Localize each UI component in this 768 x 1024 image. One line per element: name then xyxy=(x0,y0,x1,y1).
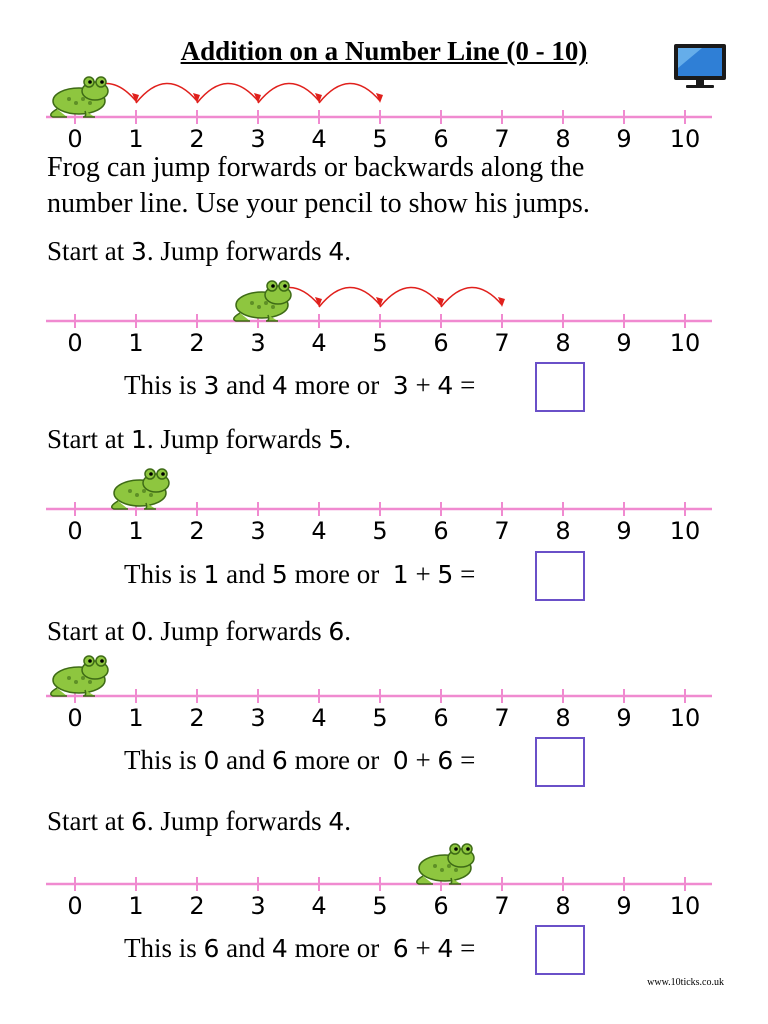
tick-label: 2 xyxy=(189,329,205,357)
footer-url[interactable]: www.10ticks.co.uk xyxy=(647,977,724,988)
start-value: 3 xyxy=(130,237,147,266)
tick-label: 2 xyxy=(189,125,205,153)
answer-box-3[interactable] xyxy=(535,737,585,787)
tick-label: 0 xyxy=(67,704,83,732)
tick-label: 5 xyxy=(372,329,388,357)
tick-label: 10 xyxy=(669,517,701,545)
frog-icon xyxy=(234,281,291,321)
tick-label: 3 xyxy=(250,125,266,153)
tick-label: 4 xyxy=(311,892,327,920)
tick-label: 4 xyxy=(311,517,327,545)
tick-label: 3 xyxy=(250,517,266,545)
answer-box-4[interactable] xyxy=(535,925,585,975)
tick-label: 10 xyxy=(669,329,701,357)
tick-label: 3 xyxy=(250,329,266,357)
tick-label: 7 xyxy=(494,892,510,920)
tick-label: 0 xyxy=(67,329,83,357)
jump-arc xyxy=(136,83,197,103)
frog-icon xyxy=(51,77,108,117)
tick-label: 2 xyxy=(189,517,205,545)
tick-label: 8 xyxy=(555,125,571,153)
tick-label: 9 xyxy=(616,517,632,545)
tick-label: 6 xyxy=(433,329,449,357)
tick-label: 8 xyxy=(555,704,571,732)
tick-label: 3 xyxy=(250,704,266,732)
question-4-prompt: Start at 6. Jump forwards 4. xyxy=(47,806,352,836)
tick-label: 6 xyxy=(433,892,449,920)
answer-box-2[interactable] xyxy=(535,551,585,601)
jump-arc xyxy=(380,287,441,307)
tick-label: 6 xyxy=(433,125,449,153)
tick-label: 5 xyxy=(372,892,388,920)
tick-label: 3 xyxy=(250,892,266,920)
tick-label: 0 xyxy=(67,517,83,545)
tick-label: 7 xyxy=(494,704,510,732)
tick-label: 2 xyxy=(189,892,205,920)
frog-icon xyxy=(51,656,108,696)
tick-label: 7 xyxy=(494,329,510,357)
tick-label: 8 xyxy=(555,892,571,920)
tick-label: 0 xyxy=(67,125,83,153)
tick-label: 1 xyxy=(128,517,144,545)
tick-label: 6 xyxy=(433,517,449,545)
tick-label: 5 xyxy=(372,125,388,153)
tick-label: 0 xyxy=(67,892,83,920)
tick-label: 1 xyxy=(128,892,144,920)
tick-label: 6 xyxy=(433,704,449,732)
tick-label: 4 xyxy=(311,125,327,153)
tick-label: 2 xyxy=(189,704,205,732)
tick-label: 1 xyxy=(128,704,144,732)
tick-label: 9 xyxy=(616,329,632,357)
tick-label: 10 xyxy=(669,704,701,732)
tick-label: 5 xyxy=(372,704,388,732)
tick-label: 9 xyxy=(616,125,632,153)
tick-label: 1 xyxy=(128,125,144,153)
instructions xyxy=(47,150,727,222)
question-2-prompt: Start at 1. Jump forwards 5. xyxy=(47,424,352,454)
tick-label: 9 xyxy=(616,704,632,732)
tick-label: 7 xyxy=(494,125,510,153)
tick-label: 7 xyxy=(494,517,510,545)
jump-arc xyxy=(319,83,380,103)
tick-label: 8 xyxy=(555,517,571,545)
tick-label: 1 xyxy=(128,329,144,357)
tick-label: 4 xyxy=(311,329,327,357)
question-3-prompt: Start at 0. Jump forwards 6. xyxy=(47,616,352,646)
tick-label: 10 xyxy=(669,125,701,153)
tick-label: 5 xyxy=(372,517,388,545)
question-1-prompt: Start at 3. Jump forwards 4. xyxy=(47,236,352,266)
jump-arc xyxy=(258,83,319,103)
jump-arc xyxy=(197,83,258,103)
tick-label: 9 xyxy=(616,892,632,920)
instructions-line-2: number line. Use your pencil to show his jumps. xyxy=(47,188,590,219)
tick-label: 10 xyxy=(669,892,701,920)
worksheet-title: Addition on a Number Line (0 - 10) xyxy=(180,36,588,66)
jump-value: 4 xyxy=(328,237,345,266)
jump-arc xyxy=(319,287,380,307)
answer-box-1[interactable] xyxy=(535,362,585,412)
tick-label: 8 xyxy=(555,329,571,357)
tick-label: 4 xyxy=(311,704,327,732)
jump-arc xyxy=(441,287,502,307)
instructions-line-1: Frog can jump forwards or backwards along the xyxy=(47,152,585,183)
frog-icon xyxy=(112,469,169,509)
frog-icon xyxy=(417,844,474,884)
